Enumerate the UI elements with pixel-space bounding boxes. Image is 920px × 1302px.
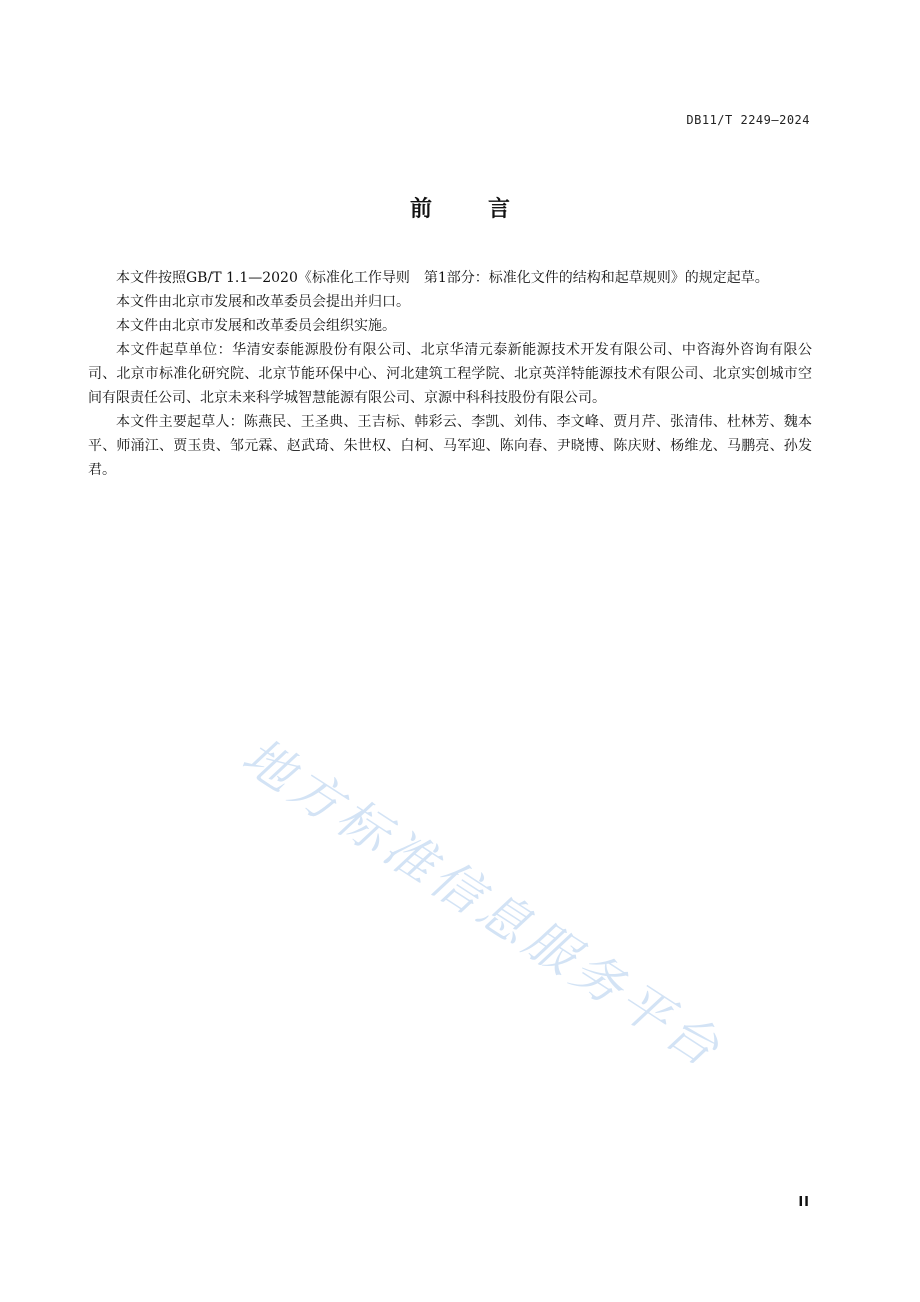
page-title: 前言 [409,197,566,222]
document-code: DB11/T 2249—2024 [686,113,810,127]
paragraph-proposer: 本文件由北京市发展和改革委员会提出并归口。 [116,294,410,310]
foreword-body [88,266,812,482]
paragraph-drafters: 本文件主要起草人：陈燕民、王圣典、王吉标、韩彩云、李凯、刘伟、李文峰、贾月芹、张清伟、杜林芳、魏本平、师涌江、贾玉贵、邹元霖、赵武琦、朱世权、白柯、马军迎、陈向春、尹晓博、陈庆财、杨维龙、马鹏亮、孙发君。 [88,414,812,478]
paragraph-drafting-units: 本文件起草单位：华清安泰能源股份有限公司、北京华清元泰新能源技术开发有限公司、中咨海外咨询有限公司、北京市标准化研究院、北京节能环保中心、河北建筑工程学院、北京英洋特能源技术有限公司、北京实创城市空间有限责任公司、北京未来科学城智慧能源有限公司、京源中科科技股份有限公司。 [88,342,812,406]
watermark: 地方标准信息服务平台 [232,726,734,1081]
paragraph-implementer: 本文件由北京市发展和改革委员会组织实施。 [116,318,396,334]
paragraph-drafting-rules: 本文件按照GB/T 1.1—2020《标准化工作导则 第1部分：标准化文件的结构和起草规则》的规定起草。 [116,270,769,286]
page-number: II [798,1195,810,1210]
